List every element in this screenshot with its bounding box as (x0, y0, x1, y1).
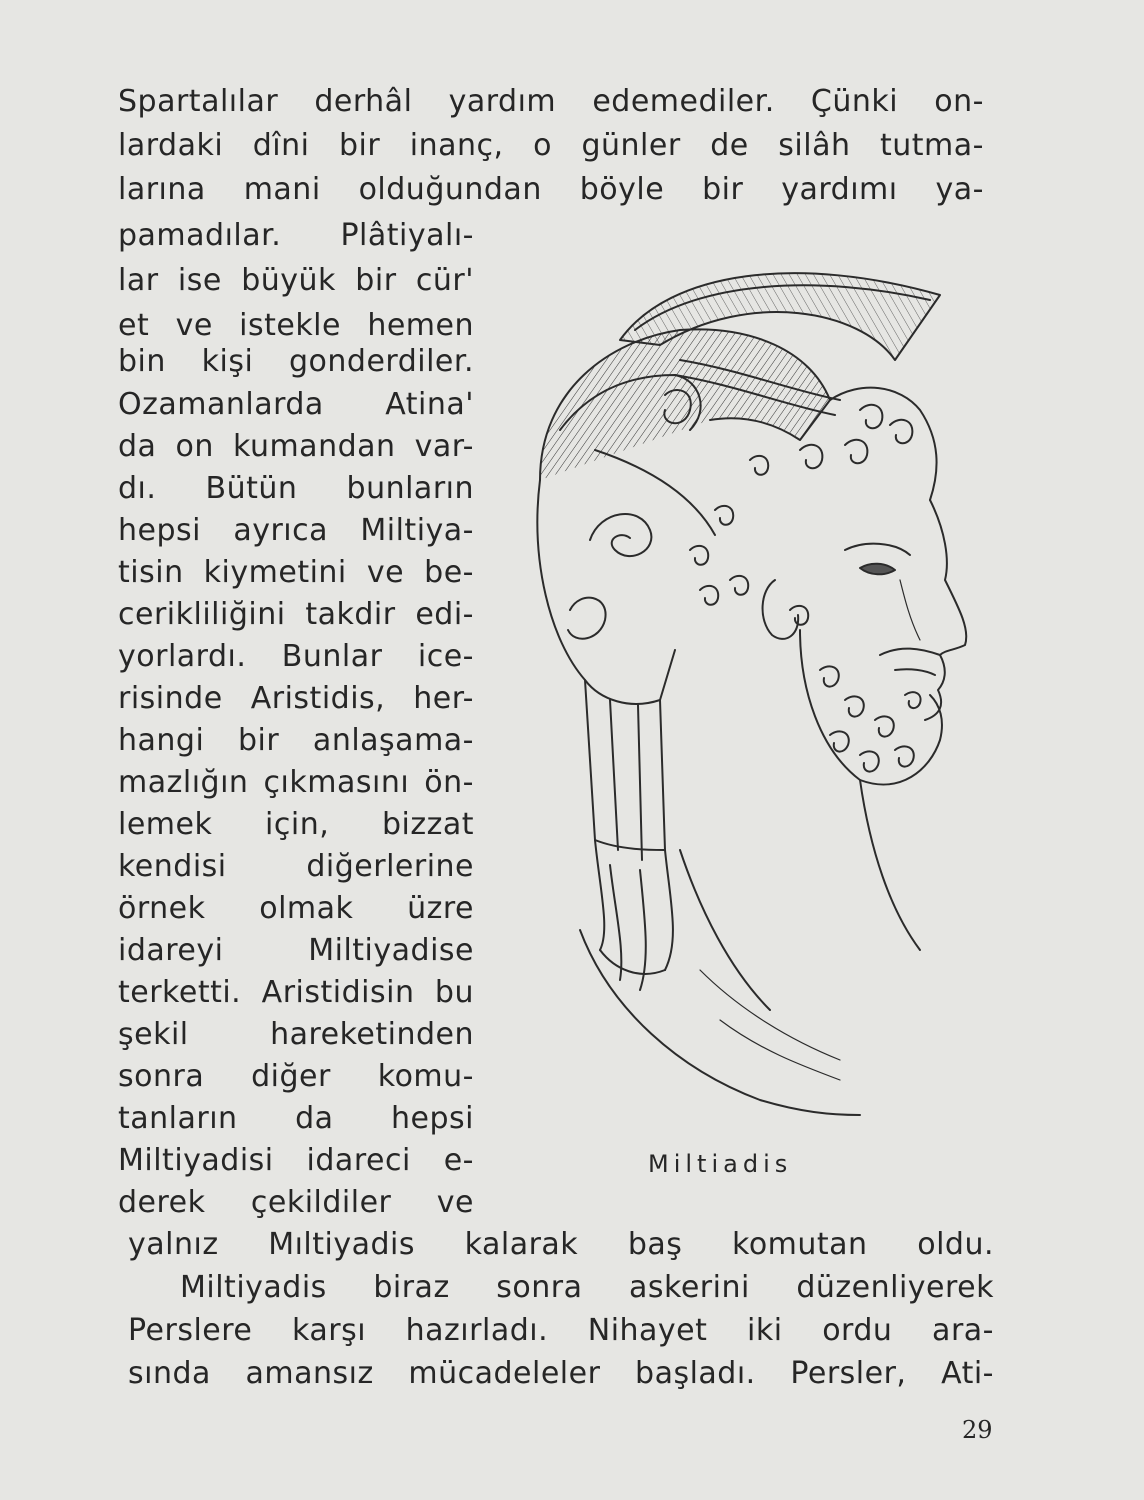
text-line: sonra diğer komu- (118, 1059, 474, 1094)
text-line: lardaki dîni bir inanç, o günler de silâh tutma- (118, 128, 984, 163)
text-line: bin kişi gonderdiler. (118, 344, 474, 379)
text-line: yalnız Mıltiyadis kalarak baş komutan oldu. (128, 1227, 994, 1262)
text-line: Ozamanlarda Atina' (118, 387, 474, 422)
text-line: tisin kiymetini ve be- (118, 555, 474, 590)
text-line: şekil hareketinden (118, 1017, 474, 1052)
text-line: cerikliliğini takdir edi- (118, 597, 474, 632)
text-line: dı. Bütün bunların (118, 471, 474, 506)
text-line: örnek olmak üzre (118, 891, 474, 926)
text-line: et ve istekle hemen (118, 308, 474, 343)
figure-caption: Miltiadis (648, 1150, 793, 1178)
text-line: terketti. Aristidisin bu (118, 975, 474, 1010)
text-line: risinde Aristidis, her- (118, 681, 474, 716)
text-line: Spartalılar derhâl yardım edemediler. Çünki on- (118, 84, 984, 119)
text-line: mazlığın çıkmasını ön- (118, 765, 474, 800)
text-line: lar ise büyük bir cür' (118, 263, 474, 298)
text-line: derek çekildiler ve (118, 1185, 474, 1220)
text-line: Miltiyadisi idareci e- (118, 1143, 474, 1178)
text-line: tanların da hepsi (118, 1101, 474, 1136)
text-line: hepsi ayrıca Miltiya- (118, 513, 474, 548)
text-line: idareyi Miltiyadise (118, 933, 474, 968)
text-line: Miltiyadis biraz sonra askerini düzenliyerek (180, 1270, 994, 1305)
text-line: da on kumandan var- (118, 429, 474, 464)
page-number: 29 (962, 1416, 993, 1444)
text-line: Perslere karşı hazırladı. Nihayet iki ordu ara- (128, 1313, 994, 1348)
text-line: lemek için, bizzat (118, 807, 474, 842)
text-line: yorlardı. Bunlar ice- (118, 639, 474, 674)
text-line: kendisi diğerlerine (118, 849, 474, 884)
miltiades-portrait-illustration (500, 250, 970, 1130)
text-line: larına mani olduğundan böyle bir yardımı ya- (118, 172, 984, 207)
text-line: hangi bir anlaşama- (118, 723, 474, 758)
text-line: sında amansız mücadeleler başladı. Persler, Ati- (128, 1356, 994, 1391)
text-line: pamadılar. Plâtiyalı- (118, 218, 474, 253)
